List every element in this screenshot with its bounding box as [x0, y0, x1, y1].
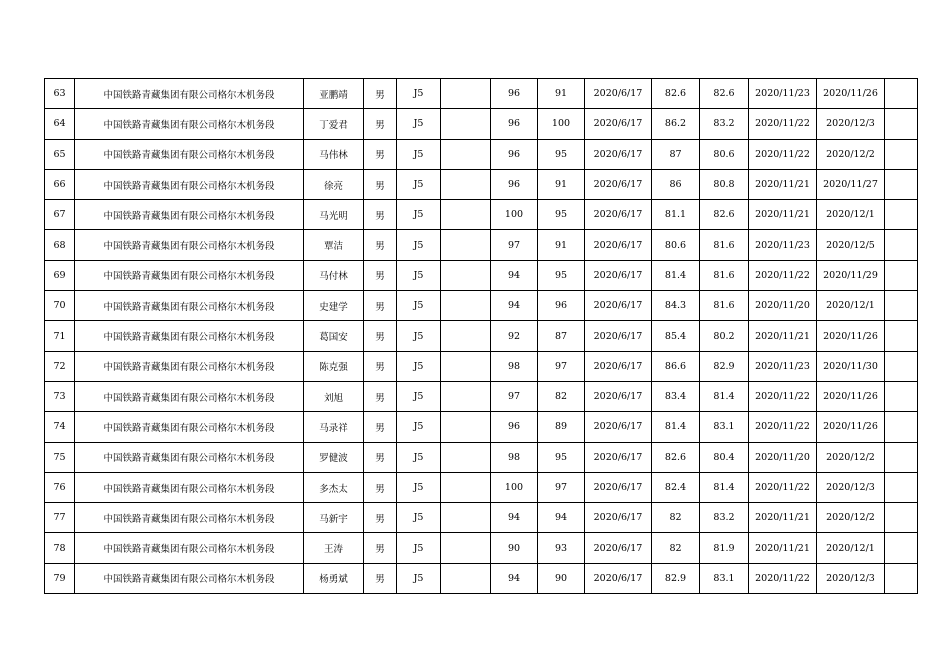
- score4-cell: 83.1: [700, 563, 749, 593]
- unit-cell: 中国铁路青藏集团有限公司格尔木机务段: [75, 351, 304, 381]
- unit-cell: 中国铁路青藏集团有限公司格尔木机务段: [75, 291, 304, 321]
- unit-cell: 中国铁路青藏集团有限公司格尔木机务段: [75, 321, 304, 351]
- score2-cell: 91: [538, 230, 585, 260]
- date3-cell: 2020/11/26: [817, 321, 885, 351]
- score4-cell: 81.6: [700, 230, 749, 260]
- blank-cell: [441, 79, 491, 109]
- type-cell: J5: [397, 230, 441, 260]
- gender-cell: 男: [364, 79, 397, 109]
- table-row: [45, 109, 918, 139]
- unit-cell: 中国铁路青藏集团有限公司格尔木机务段: [75, 472, 304, 502]
- score4-cell: 82.6: [700, 79, 749, 109]
- date3-cell: 2020/11/30: [817, 351, 885, 381]
- blank-cell: [441, 200, 491, 230]
- person-name-cell: 刘旭: [304, 381, 364, 411]
- date1-cell: 2020/6/17: [585, 291, 652, 321]
- date2-cell: 2020/11/20: [749, 291, 817, 321]
- gender-cell: 男: [364, 503, 397, 533]
- score1-cell: 90: [491, 533, 538, 563]
- score3-cell: 82: [652, 533, 700, 563]
- table-row: [45, 442, 918, 472]
- unit-cell: 中国铁路青藏集团有限公司格尔木机务段: [75, 109, 304, 139]
- row-number-cell: 72: [45, 351, 75, 381]
- date2-cell: 2020/11/22: [749, 563, 817, 593]
- score4-cell: 83.1: [700, 412, 749, 442]
- row-number-cell: 65: [45, 139, 75, 169]
- table-row: [45, 79, 918, 109]
- person-name-cell: 马录祥: [304, 412, 364, 442]
- person-name-cell: 马新宇: [304, 503, 364, 533]
- gender-cell: 男: [364, 139, 397, 169]
- type-cell: J5: [397, 412, 441, 442]
- date3-cell: 2020/12/3: [817, 109, 885, 139]
- table-row: [45, 169, 918, 199]
- blank-cell: [441, 169, 491, 199]
- date2-cell: 2020/11/23: [749, 351, 817, 381]
- score2-cell: 100: [538, 109, 585, 139]
- score1-cell: 94: [491, 291, 538, 321]
- row-number-cell: 64: [45, 109, 75, 139]
- score4-cell: 82.9: [700, 351, 749, 381]
- gender-cell: 男: [364, 412, 397, 442]
- score1-cell: 96: [491, 79, 538, 109]
- note-cell: [885, 139, 918, 169]
- blank-cell: [441, 503, 491, 533]
- row-number-cell: 76: [45, 472, 75, 502]
- score2-cell: 95: [538, 139, 585, 169]
- row-number-cell: 67: [45, 200, 75, 230]
- score3-cell: 87: [652, 139, 700, 169]
- score2-cell: 93: [538, 533, 585, 563]
- blank-cell: [441, 442, 491, 472]
- date3-cell: 2020/11/26: [817, 79, 885, 109]
- date1-cell: 2020/6/17: [585, 200, 652, 230]
- unit-cell: 中国铁路青藏集团有限公司格尔木机务段: [75, 442, 304, 472]
- type-cell: J5: [397, 442, 441, 472]
- score4-cell: 80.8: [700, 169, 749, 199]
- date1-cell: 2020/6/17: [585, 351, 652, 381]
- gender-cell: 男: [364, 351, 397, 381]
- blank-cell: [441, 260, 491, 290]
- blank-cell: [441, 472, 491, 502]
- table-row: [45, 321, 918, 351]
- gender-cell: 男: [364, 230, 397, 260]
- date2-cell: 2020/11/23: [749, 79, 817, 109]
- gender-cell: 男: [364, 533, 397, 563]
- gender-cell: 男: [364, 381, 397, 411]
- table-body: [45, 79, 918, 594]
- type-cell: J5: [397, 503, 441, 533]
- score2-cell: 96: [538, 291, 585, 321]
- unit-cell: 中国铁路青藏集团有限公司格尔木机务段: [75, 260, 304, 290]
- person-name-cell: 马光明: [304, 200, 364, 230]
- blank-cell: [441, 563, 491, 593]
- note-cell: [885, 230, 918, 260]
- score4-cell: 80.6: [700, 139, 749, 169]
- date1-cell: 2020/6/17: [585, 230, 652, 260]
- table-row: [45, 291, 918, 321]
- date1-cell: 2020/6/17: [585, 79, 652, 109]
- unit-cell: 中国铁路青藏集团有限公司格尔木机务段: [75, 563, 304, 593]
- type-cell: J5: [397, 291, 441, 321]
- date3-cell: 2020/12/2: [817, 139, 885, 169]
- person-name-cell: 徐亮: [304, 169, 364, 199]
- row-number-cell: 71: [45, 321, 75, 351]
- row-number-cell: 79: [45, 563, 75, 593]
- score4-cell: 81.9: [700, 533, 749, 563]
- date1-cell: 2020/6/17: [585, 503, 652, 533]
- type-cell: J5: [397, 260, 441, 290]
- date2-cell: 2020/11/22: [749, 472, 817, 502]
- date3-cell: 2020/12/2: [817, 503, 885, 533]
- date3-cell: 2020/11/27: [817, 169, 885, 199]
- score3-cell: 82.6: [652, 442, 700, 472]
- person-name-cell: 陈克强: [304, 351, 364, 381]
- gender-cell: 男: [364, 442, 397, 472]
- score4-cell: 81.4: [700, 472, 749, 502]
- score1-cell: 94: [491, 260, 538, 290]
- date2-cell: 2020/11/22: [749, 139, 817, 169]
- type-cell: J5: [397, 533, 441, 563]
- row-number-cell: 63: [45, 79, 75, 109]
- date3-cell: 2020/11/26: [817, 412, 885, 442]
- type-cell: J5: [397, 321, 441, 351]
- table-row: [45, 200, 918, 230]
- date2-cell: 2020/11/21: [749, 533, 817, 563]
- row-number-cell: 66: [45, 169, 75, 199]
- score2-cell: 87: [538, 321, 585, 351]
- note-cell: [885, 412, 918, 442]
- person-name-cell: 覃洁: [304, 230, 364, 260]
- note-cell: [885, 169, 918, 199]
- date3-cell: 2020/11/26: [817, 381, 885, 411]
- gender-cell: 男: [364, 472, 397, 502]
- note-cell: [885, 503, 918, 533]
- note-cell: [885, 442, 918, 472]
- score2-cell: 91: [538, 169, 585, 199]
- date3-cell: 2020/12/3: [817, 472, 885, 502]
- score2-cell: 95: [538, 260, 585, 290]
- score1-cell: 94: [491, 563, 538, 593]
- date1-cell: 2020/6/17: [585, 109, 652, 139]
- person-name-cell: 马付林: [304, 260, 364, 290]
- score3-cell: 81.1: [652, 200, 700, 230]
- note-cell: [885, 291, 918, 321]
- table-row: [45, 533, 918, 563]
- date1-cell: 2020/6/17: [585, 563, 652, 593]
- table-row: [45, 503, 918, 533]
- score4-cell: 83.2: [700, 503, 749, 533]
- score3-cell: 85.4: [652, 321, 700, 351]
- score4-cell: 83.2: [700, 109, 749, 139]
- blank-cell: [441, 351, 491, 381]
- score2-cell: 90: [538, 563, 585, 593]
- blank-cell: [441, 139, 491, 169]
- type-cell: J5: [397, 79, 441, 109]
- note-cell: [885, 351, 918, 381]
- score3-cell: 82: [652, 503, 700, 533]
- score1-cell: 92: [491, 321, 538, 351]
- gender-cell: 男: [364, 321, 397, 351]
- date3-cell: 2020/12/1: [817, 533, 885, 563]
- date3-cell: 2020/12/5: [817, 230, 885, 260]
- score3-cell: 82.4: [652, 472, 700, 502]
- note-cell: [885, 321, 918, 351]
- unit-cell: 中国铁路青藏集团有限公司格尔木机务段: [75, 79, 304, 109]
- date3-cell: 2020/12/1: [817, 291, 885, 321]
- unit-cell: 中国铁路青藏集团有限公司格尔木机务段: [75, 381, 304, 411]
- blank-cell: [441, 412, 491, 442]
- date1-cell: 2020/6/17: [585, 442, 652, 472]
- row-number-cell: 70: [45, 291, 75, 321]
- type-cell: J5: [397, 139, 441, 169]
- blank-cell: [441, 533, 491, 563]
- unit-cell: 中国铁路青藏集团有限公司格尔木机务段: [75, 533, 304, 563]
- note-cell: [885, 260, 918, 290]
- person-name-cell: 亚鹏靖: [304, 79, 364, 109]
- gender-cell: 男: [364, 260, 397, 290]
- score2-cell: 97: [538, 351, 585, 381]
- date2-cell: 2020/11/21: [749, 503, 817, 533]
- table-row: [45, 563, 918, 593]
- score1-cell: 100: [491, 472, 538, 502]
- score4-cell: 82.6: [700, 200, 749, 230]
- table-row: [45, 412, 918, 442]
- date3-cell: 2020/12/3: [817, 563, 885, 593]
- score1-cell: 96: [491, 412, 538, 442]
- score2-cell: 89: [538, 412, 585, 442]
- score4-cell: 81.6: [700, 260, 749, 290]
- person-name-cell: 马伟林: [304, 139, 364, 169]
- row-number-cell: 68: [45, 230, 75, 260]
- score4-cell: 81.6: [700, 291, 749, 321]
- note-cell: [885, 563, 918, 593]
- gender-cell: 男: [364, 563, 397, 593]
- row-number-cell: 75: [45, 442, 75, 472]
- score1-cell: 97: [491, 381, 538, 411]
- data-table: [44, 78, 918, 594]
- gender-cell: 男: [364, 291, 397, 321]
- score2-cell: 95: [538, 442, 585, 472]
- score2-cell: 94: [538, 503, 585, 533]
- score3-cell: 86.6: [652, 351, 700, 381]
- table-row: [45, 472, 918, 502]
- table-row: [45, 260, 918, 290]
- date2-cell: 2020/11/21: [749, 200, 817, 230]
- date2-cell: 2020/11/22: [749, 260, 817, 290]
- unit-cell: 中国铁路青藏集团有限公司格尔木机务段: [75, 503, 304, 533]
- table-row: [45, 139, 918, 169]
- date2-cell: 2020/11/20: [749, 442, 817, 472]
- row-number-cell: 73: [45, 381, 75, 411]
- row-number-cell: 77: [45, 503, 75, 533]
- table-row: [45, 381, 918, 411]
- person-name-cell: 罗健波: [304, 442, 364, 472]
- score3-cell: 84.3: [652, 291, 700, 321]
- score4-cell: 80.4: [700, 442, 749, 472]
- score2-cell: 95: [538, 200, 585, 230]
- table-row: [45, 351, 918, 381]
- type-cell: J5: [397, 351, 441, 381]
- date2-cell: 2020/11/21: [749, 321, 817, 351]
- date1-cell: 2020/6/17: [585, 533, 652, 563]
- score3-cell: 86.2: [652, 109, 700, 139]
- score1-cell: 98: [491, 351, 538, 381]
- score2-cell: 91: [538, 79, 585, 109]
- unit-cell: 中国铁路青藏集团有限公司格尔木机务段: [75, 230, 304, 260]
- score1-cell: 96: [491, 109, 538, 139]
- score1-cell: 97: [491, 230, 538, 260]
- score3-cell: 81.4: [652, 412, 700, 442]
- gender-cell: 男: [364, 169, 397, 199]
- score1-cell: 96: [491, 139, 538, 169]
- person-name-cell: 葛国安: [304, 321, 364, 351]
- score1-cell: 100: [491, 200, 538, 230]
- date2-cell: 2020/11/22: [749, 381, 817, 411]
- type-cell: J5: [397, 563, 441, 593]
- unit-cell: 中国铁路青藏集团有限公司格尔木机务段: [75, 139, 304, 169]
- score2-cell: 82: [538, 381, 585, 411]
- score3-cell: 86: [652, 169, 700, 199]
- date1-cell: 2020/6/17: [585, 139, 652, 169]
- gender-cell: 男: [364, 109, 397, 139]
- note-cell: [885, 381, 918, 411]
- person-name-cell: 多杰太: [304, 472, 364, 502]
- date1-cell: 2020/6/17: [585, 169, 652, 199]
- row-number-cell: 74: [45, 412, 75, 442]
- score3-cell: 82.9: [652, 563, 700, 593]
- score4-cell: 81.4: [700, 381, 749, 411]
- person-name-cell: 王涛: [304, 533, 364, 563]
- row-number-cell: 69: [45, 260, 75, 290]
- blank-cell: [441, 381, 491, 411]
- note-cell: [885, 79, 918, 109]
- blank-cell: [441, 291, 491, 321]
- type-cell: J5: [397, 109, 441, 139]
- note-cell: [885, 109, 918, 139]
- table-row: [45, 230, 918, 260]
- unit-cell: 中国铁路青藏集团有限公司格尔木机务段: [75, 200, 304, 230]
- date1-cell: 2020/6/17: [585, 260, 652, 290]
- date1-cell: 2020/6/17: [585, 381, 652, 411]
- date1-cell: 2020/6/17: [585, 321, 652, 351]
- date2-cell: 2020/11/21: [749, 169, 817, 199]
- type-cell: J5: [397, 169, 441, 199]
- date3-cell: 2020/12/1: [817, 200, 885, 230]
- person-name-cell: 史建学: [304, 291, 364, 321]
- blank-cell: [441, 230, 491, 260]
- blank-cell: [441, 321, 491, 351]
- score1-cell: 94: [491, 503, 538, 533]
- date1-cell: 2020/6/17: [585, 472, 652, 502]
- type-cell: J5: [397, 200, 441, 230]
- date3-cell: 2020/12/2: [817, 442, 885, 472]
- unit-cell: 中国铁路青藏集团有限公司格尔木机务段: [75, 412, 304, 442]
- type-cell: J5: [397, 381, 441, 411]
- person-name-cell: 杨勇斌: [304, 563, 364, 593]
- row-number-cell: 78: [45, 533, 75, 563]
- gender-cell: 男: [364, 200, 397, 230]
- date2-cell: 2020/11/23: [749, 230, 817, 260]
- unit-cell: 中国铁路青藏集团有限公司格尔木机务段: [75, 169, 304, 199]
- score3-cell: 80.6: [652, 230, 700, 260]
- score1-cell: 98: [491, 442, 538, 472]
- score2-cell: 97: [538, 472, 585, 502]
- note-cell: [885, 200, 918, 230]
- score4-cell: 80.2: [700, 321, 749, 351]
- date1-cell: 2020/6/17: [585, 412, 652, 442]
- note-cell: [885, 533, 918, 563]
- person-name-cell: 丁爱君: [304, 109, 364, 139]
- date2-cell: 2020/11/22: [749, 109, 817, 139]
- type-cell: J5: [397, 472, 441, 502]
- score3-cell: 83.4: [652, 381, 700, 411]
- score3-cell: 81.4: [652, 260, 700, 290]
- score1-cell: 96: [491, 169, 538, 199]
- score3-cell: 82.6: [652, 79, 700, 109]
- date3-cell: 2020/11/29: [817, 260, 885, 290]
- blank-cell: [441, 109, 491, 139]
- note-cell: [885, 472, 918, 502]
- date2-cell: 2020/11/22: [749, 412, 817, 442]
